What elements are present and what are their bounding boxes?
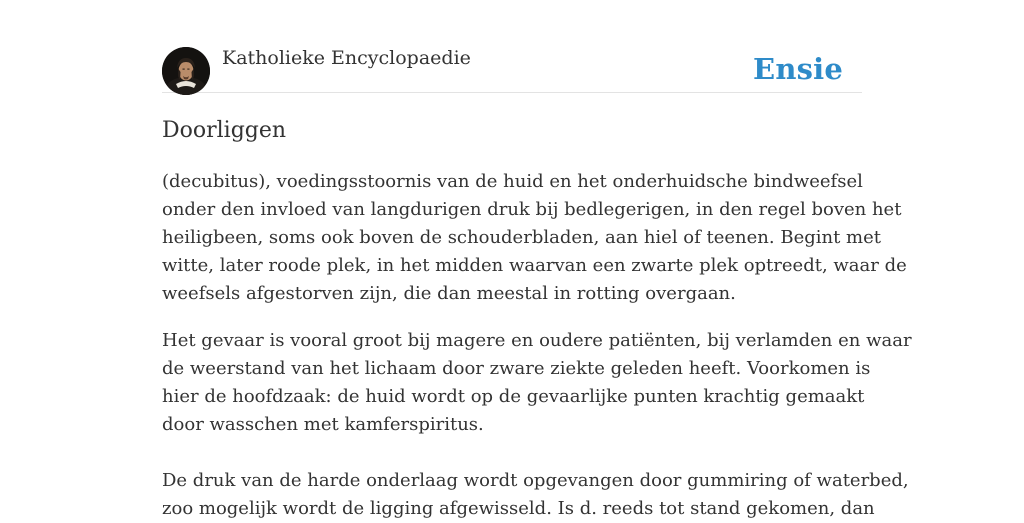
- paragraph-line: hier de hoofdzaak: de huid wordt op de gevaarlijke punten krachtig gemaakt: [162, 386, 865, 407]
- paragraph-line: (decubitus), voedingsstoornis van de huid en het onderhuidsche bindweefsel: [162, 171, 863, 192]
- article-body: [162, 168, 912, 523]
- paragraph-line: onder den invloed van langdurigen druk bij bedlegerigen, in den regel boven het: [162, 199, 902, 220]
- paragraph-line: door wasschen met kamferspiritus.: [162, 414, 484, 435]
- paragraph-line: heiligbeen, soms ook boven de schouderbladen, aan hiel of teenen. Begint met: [162, 227, 881, 248]
- paragraph: [162, 168, 907, 308]
- source-name[interactable]: Katholieke Encyclopaedie: [222, 47, 471, 69]
- portrait-avatar-icon: [162, 47, 210, 95]
- header: [162, 46, 862, 93]
- paragraph-line: witte, later roode plek, in het midden waarvan een zwarte plek optreedt, waar de: [162, 255, 907, 276]
- avatar[interactable]: [162, 47, 210, 95]
- paragraph: [162, 327, 912, 439]
- brand-logo[interactable]: Ensie: [753, 52, 843, 86]
- article-title: Doorliggen: [162, 118, 287, 143]
- paragraph-line: De druk van de harde onderlaag wordt opgevangen door gummiring of waterbed,: [162, 470, 909, 491]
- paragraph-line: zoo mogelijk wordt de ligging afgewisseld. Is d. reeds tot stand gekomen, dan: [162, 498, 875, 519]
- paragraph-line: de weerstand van het lichaam door zware ziekte geleden heeft. Voorkomen is: [162, 358, 871, 379]
- paragraph-line: weefsels afgestorven zijn, die dan meestal in rotting overgaan.: [162, 283, 736, 304]
- paragraph: [162, 467, 909, 523]
- paragraph-line: Het gevaar is vooral groot bij magere en oudere patiënten, bij verlamden en waar: [162, 330, 912, 351]
